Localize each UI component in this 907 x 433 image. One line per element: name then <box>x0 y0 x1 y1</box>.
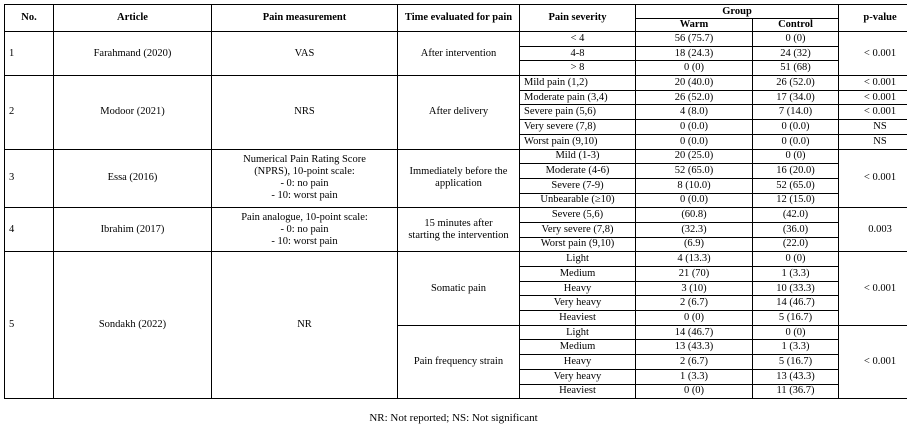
p-value-cell: < 0.001 <box>839 105 907 120</box>
table-row <box>5 252 907 267</box>
severity-cell: 4-8 <box>520 46 636 61</box>
control-cell: (42.0) <box>753 208 839 223</box>
measurement-line: - 0: no pain <box>280 223 329 235</box>
measurement-line: - 0: no pain <box>280 178 329 190</box>
control-cell: 0 (0.0) <box>753 134 839 149</box>
study-no: 2 <box>5 76 54 149</box>
warm-cell: (6.9) <box>636 237 753 252</box>
p-value-cell: 0.003 <box>839 208 907 252</box>
header-warm: Warm <box>636 19 753 32</box>
control-cell: 52 (65.0) <box>753 178 839 193</box>
severity-cell: Mild (1-3) <box>520 149 636 164</box>
control-cell: (22.0) <box>753 237 839 252</box>
severity-cell: Very severe (7,8) <box>520 222 636 237</box>
severity-cell: Very severe (7,8) <box>520 120 636 135</box>
control-cell: 0 (0) <box>753 252 839 267</box>
control-cell: 11 (36.7) <box>753 384 839 399</box>
control-cell: 1 (3.3) <box>753 340 839 355</box>
warm-cell: 0 (0) <box>636 384 753 399</box>
control-cell: 0 (0) <box>753 32 839 47</box>
warm-cell: 20 (40.0) <box>636 76 753 91</box>
control-cell: 51 (68) <box>753 61 839 76</box>
header-pain-measurement: Pain measurement <box>212 5 398 32</box>
severity-cell: Worst pain (9,10) <box>520 237 636 252</box>
warm-cell: 26 (52.0) <box>636 90 753 105</box>
control-cell: 13 (43.3) <box>753 369 839 384</box>
table-wrapper <box>4 4 901 399</box>
warm-cell: 21 (70) <box>636 267 753 282</box>
study-no: 1 <box>5 32 54 76</box>
warm-cell: 18 (24.3) <box>636 46 753 61</box>
warm-cell: 4 (13.3) <box>636 252 753 267</box>
study-article: Essa (2016) <box>54 149 212 208</box>
warm-cell: 8 (10.0) <box>636 178 753 193</box>
p-value-cell: < 0.001 <box>839 90 907 105</box>
study-measurement <box>212 208 398 252</box>
study-measurement <box>212 149 398 208</box>
warm-cell: 0 (0.0) <box>636 134 753 149</box>
study-time: Somatic pain <box>398 252 520 325</box>
severity-cell: Moderate (4-6) <box>520 164 636 179</box>
header-control: Control <box>753 19 839 32</box>
control-cell: 14 (46.7) <box>753 296 839 311</box>
warm-cell: 2 (6.7) <box>636 296 753 311</box>
study-measurement: NRS <box>212 76 398 149</box>
study-time: Pain frequency strain <box>398 325 520 398</box>
header-time-evaluated: Time evaluated for pain <box>398 5 520 32</box>
header-pain-severity: Pain severity <box>520 5 636 32</box>
measurement-line: (NPRS), 10-point scale: <box>254 166 355 178</box>
study-time <box>398 208 520 252</box>
control-cell: 5 (16.7) <box>753 355 839 370</box>
study-article: Modoor (2021) <box>54 76 212 149</box>
warm-cell: 14 (46.7) <box>636 325 753 340</box>
severity-cell: Heavy <box>520 355 636 370</box>
control-cell: 1 (3.3) <box>753 267 839 282</box>
table-row <box>5 208 907 223</box>
warm-cell: 56 (75.7) <box>636 32 753 47</box>
warm-cell: 0 (0.0) <box>636 120 753 135</box>
severity-cell: Unbearable (≥10) <box>520 193 636 208</box>
header-no: No. <box>5 5 54 32</box>
warm-cell: 13 (43.3) <box>636 340 753 355</box>
time-line: application <box>435 178 482 190</box>
measurement-line: - 10: worst pain <box>271 190 338 202</box>
study-no: 4 <box>5 208 54 252</box>
severity-cell: Severe (7-9) <box>520 178 636 193</box>
study-time: After delivery <box>398 76 520 149</box>
table-row <box>5 149 907 164</box>
control-cell: 10 (33.3) <box>753 281 839 296</box>
severity-cell: > 8 <box>520 61 636 76</box>
warm-cell: 1 (3.3) <box>636 369 753 384</box>
severity-cell: Heavy <box>520 281 636 296</box>
p-value-cell: < 0.001 <box>839 252 907 325</box>
header-group: Group <box>636 5 839 19</box>
control-cell: 17 (34.0) <box>753 90 839 105</box>
table-row <box>5 32 907 47</box>
severity-cell: Very heavy <box>520 369 636 384</box>
severity-cell: Mild pain (1,2) <box>520 76 636 91</box>
warm-cell: 0 (0) <box>636 61 753 76</box>
study-article: Sondakh (2022) <box>54 252 212 399</box>
severity-cell: Heaviest <box>520 311 636 326</box>
severity-cell: Light <box>520 325 636 340</box>
control-cell: (36.0) <box>753 222 839 237</box>
severity-cell: Worst pain (9,10) <box>520 134 636 149</box>
measurement-line: - 10: worst pain <box>271 235 338 247</box>
severity-cell: Light <box>520 252 636 267</box>
table-row <box>5 76 907 91</box>
p-value-cell: NS <box>839 134 907 149</box>
study-time <box>398 149 520 208</box>
pain-outcomes-table <box>4 4 907 399</box>
p-value-cell: < 0.001 <box>839 76 907 91</box>
control-cell: 0 (0) <box>753 149 839 164</box>
severity-cell: Severe (5,6) <box>520 208 636 223</box>
time-line: 15 minutes after <box>424 217 493 229</box>
control-cell: 7 (14.0) <box>753 105 839 120</box>
study-time: After intervention <box>398 32 520 76</box>
control-cell: 12 (15.0) <box>753 193 839 208</box>
warm-cell: (32.3) <box>636 222 753 237</box>
study-measurement: VAS <box>212 32 398 76</box>
warm-cell: 2 (6.7) <box>636 355 753 370</box>
severity-cell: < 4 <box>520 32 636 47</box>
severity-cell: Medium <box>520 267 636 282</box>
control-cell: 5 (16.7) <box>753 311 839 326</box>
warm-cell: 4 (8.0) <box>636 105 753 120</box>
control-cell: 16 (20.0) <box>753 164 839 179</box>
header-p-value: p-value <box>839 5 907 32</box>
control-cell: 26 (52.0) <box>753 76 839 91</box>
severity-cell: Heaviest <box>520 384 636 399</box>
study-measurement: NR <box>212 252 398 399</box>
severity-cell: Severe pain (5,6) <box>520 105 636 120</box>
warm-cell: 52 (65.0) <box>636 164 753 179</box>
severity-cell: Medium <box>520 340 636 355</box>
p-value-cell: < 0.001 <box>839 32 907 76</box>
study-no: 3 <box>5 149 54 208</box>
header-article: Article <box>54 5 212 32</box>
severity-cell: Very heavy <box>520 296 636 311</box>
warm-cell: (60.8) <box>636 208 753 223</box>
warm-cell: 0 (0.0) <box>636 193 753 208</box>
study-no: 5 <box>5 252 54 399</box>
study-article: Ibrahim (2017) <box>54 208 212 252</box>
table-footnote: NR: Not reported; NS: Not significant <box>369 412 538 424</box>
p-value-cell: NS <box>839 120 907 135</box>
control-cell: 0 (0) <box>753 325 839 340</box>
measurement-line: Pain analogue, 10-point scale: <box>241 211 368 223</box>
warm-cell: 0 (0) <box>636 311 753 326</box>
control-cell: 0 (0.0) <box>753 120 839 135</box>
p-value-cell: < 0.001 <box>839 149 907 208</box>
time-line: starting the intervention <box>408 229 509 241</box>
warm-cell: 20 (25.0) <box>636 149 753 164</box>
study-article: Farahmand (2020) <box>54 32 212 76</box>
control-cell: 24 (32) <box>753 46 839 61</box>
severity-cell: Moderate pain (3,4) <box>520 90 636 105</box>
p-value-cell: < 0.001 <box>839 325 907 398</box>
time-line: Immediately before the <box>409 166 508 178</box>
measurement-line: Numerical Pain Rating Score <box>243 154 366 166</box>
warm-cell: 3 (10) <box>636 281 753 296</box>
